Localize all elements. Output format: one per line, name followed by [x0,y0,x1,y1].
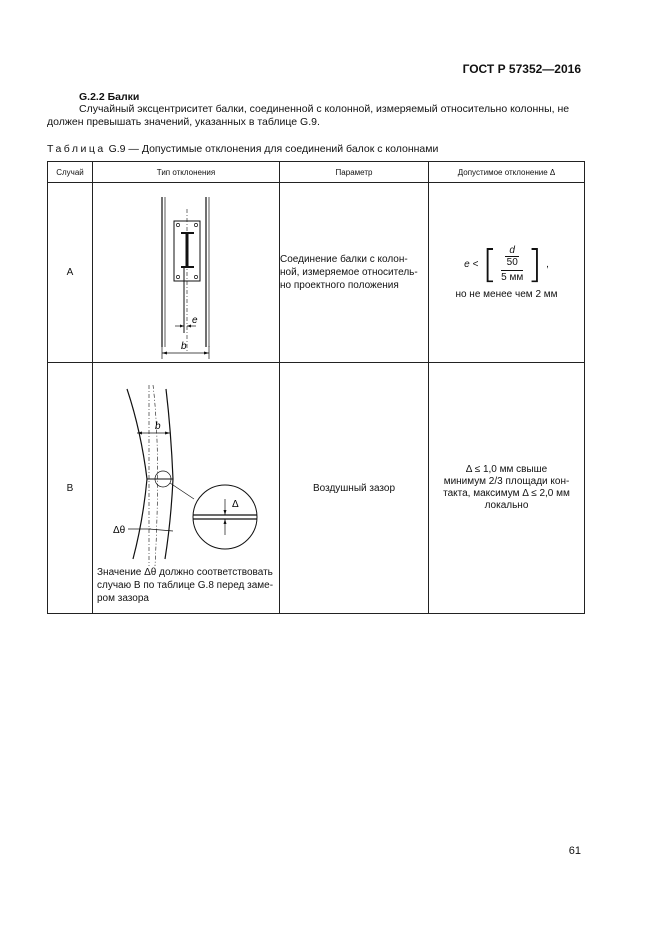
tolerance-note: но не менее чем 2 мм [455,289,558,300]
label-delta: Δ [232,499,239,510]
case-cell: A [48,183,93,363]
formula-comma: , [546,258,549,270]
param-line: Соединение балки с колон- [280,254,408,265]
air-gap-figure [93,371,280,566]
tolerance-line: Δ ≤ 1,0 мм свыше [465,464,548,475]
tolerance-line: локально [484,500,529,511]
formula-lhs: e < [464,258,479,270]
section-title: G.2.2 Балки [79,91,140,103]
fraction-numerator: d [505,245,519,257]
section-paragraph: Случайный эксцентриситет балки, соединенной с колонной, измеряемый относительно колонны, не должен превышать значений, указанных в таблице G.9. [47,103,570,128]
note-line: случаю B по таблице G.8 перед заме- [97,580,274,591]
label-e: e [192,315,198,326]
table-header-row [48,162,585,183]
label-dtheta: Δθ [113,525,126,536]
label-b: b [155,421,161,432]
page-number: 61 [568,845,581,857]
fraction [505,245,519,268]
fraction-denominator: 50 [506,257,518,268]
figure-cell [93,363,280,614]
param-line: ной, измеряемое относитель- [280,267,418,278]
header-case: Случай [48,162,93,183]
header-parameter: Параметр [280,162,429,183]
case-cell: B [48,363,93,614]
table-row [48,183,585,363]
note-line: ром зазора [97,593,149,604]
parameter-cell [280,183,429,363]
tolerance-cell [429,363,585,614]
param-line: но проектного положения [280,280,399,291]
formula-options [501,245,523,283]
table-row [48,363,585,614]
table-caption [47,143,438,155]
figure-cell [93,183,280,363]
tolerance-cell [429,183,585,363]
header-deviation-type: Тип отклонения [93,162,280,183]
formula-alt: 5 мм [501,272,524,283]
figure-note [93,566,279,605]
tolerance-formula [464,242,549,286]
header-tolerance: Допустимое отклонение Δ [429,162,585,183]
tolerance-table [47,161,585,614]
label-b: b [181,341,187,352]
note-line: Значение Δθ должно соответствовать [97,567,273,578]
bracket-glyph: ] [527,242,543,286]
tolerance-line: минимум 2/3 площади кон- [443,476,570,487]
bracket-glyph: [ [482,242,498,286]
caption-prefix: Таблица [47,143,106,155]
tolerance-line: такта, максимум Δ ≤ 2,0 мм [443,488,570,499]
parameter-cell: Воздушный зазор [280,363,429,614]
caption-text: G.9 — Допустимые отклонения для соединений балок с колоннами [105,143,439,155]
doc-code: ГОСТ Р 57352—2016 [462,62,581,76]
beam-eccentricity-figure [93,183,280,359]
